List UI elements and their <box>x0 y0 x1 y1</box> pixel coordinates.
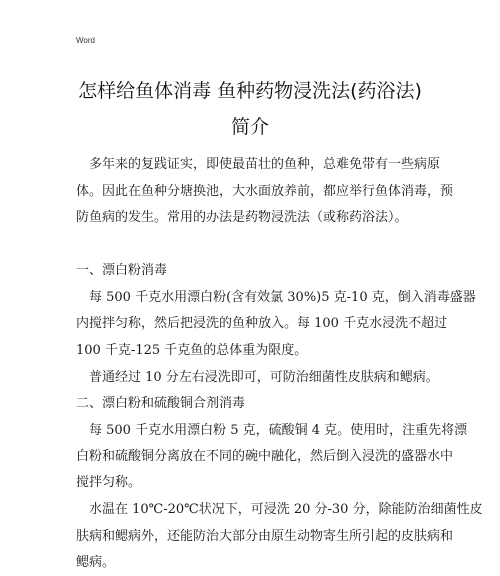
paragraph-line: 体。因此在鱼种分塘换池，大水面放养前，都应举行鱼体消毒，预 <box>76 184 454 199</box>
paragraph-line: 多年来的复践证实，即使最苗壮的鱼种，总难免带有一些病原 <box>89 157 441 172</box>
paragraph-line: 肤病和鳃病外，还能防治大部分由原生动物寄生所引起的皮肤病和 <box>76 529 454 544</box>
paragraph-line: 普通经过 10 分左右浸洗即可，可防治细菌性皮肤病和鳃病。 <box>89 370 439 385</box>
paragraph-line: 防鱼病的发生。常用的办法是药物浸洗法（或称药浴法）。 <box>76 210 408 225</box>
header-label: Word <box>76 36 95 45</box>
paragraph-line: 100 千克-125 千克鱼的总体重为限度。 <box>76 343 308 358</box>
paragraph-line: 白粉和硫酸铜分离放在不同的碗中融化，然后倒入浸洗的盛器水中 <box>76 449 454 464</box>
paragraph-line: 每 500 千克水用漂白粉 5 克，硫酸铜 4 克。使用时，注重先将漂 <box>89 423 468 438</box>
section-heading: 二、漂白粉和硫酸铜合剂消毒 <box>76 396 246 411</box>
paragraph-line: 水温在 10℃-20℃状况下，可浸洗 20 分-30 分，除能防治细菌性皮 <box>89 502 483 517</box>
document-title-continued: 简介 <box>230 116 269 138</box>
document-title: 怎样给鱼体消毒 鱼种药物浸洗法(药浴法) <box>78 80 422 102</box>
section-heading: 一、漂白粉消毒 <box>76 263 168 278</box>
paragraph-line: 内搅拌匀称，然后把浸洗的鱼种放入。每 100 千克水浸洗不超过 <box>76 316 448 331</box>
paragraph-line: 每 500 千克水用漂白粉(含有效氯 30%)5 克-10 克，倒入消毒盛器 <box>89 290 476 305</box>
paragraph-line: 搅拌匀称。 <box>76 475 142 490</box>
paragraph-line: 鳃病。 <box>76 555 116 570</box>
